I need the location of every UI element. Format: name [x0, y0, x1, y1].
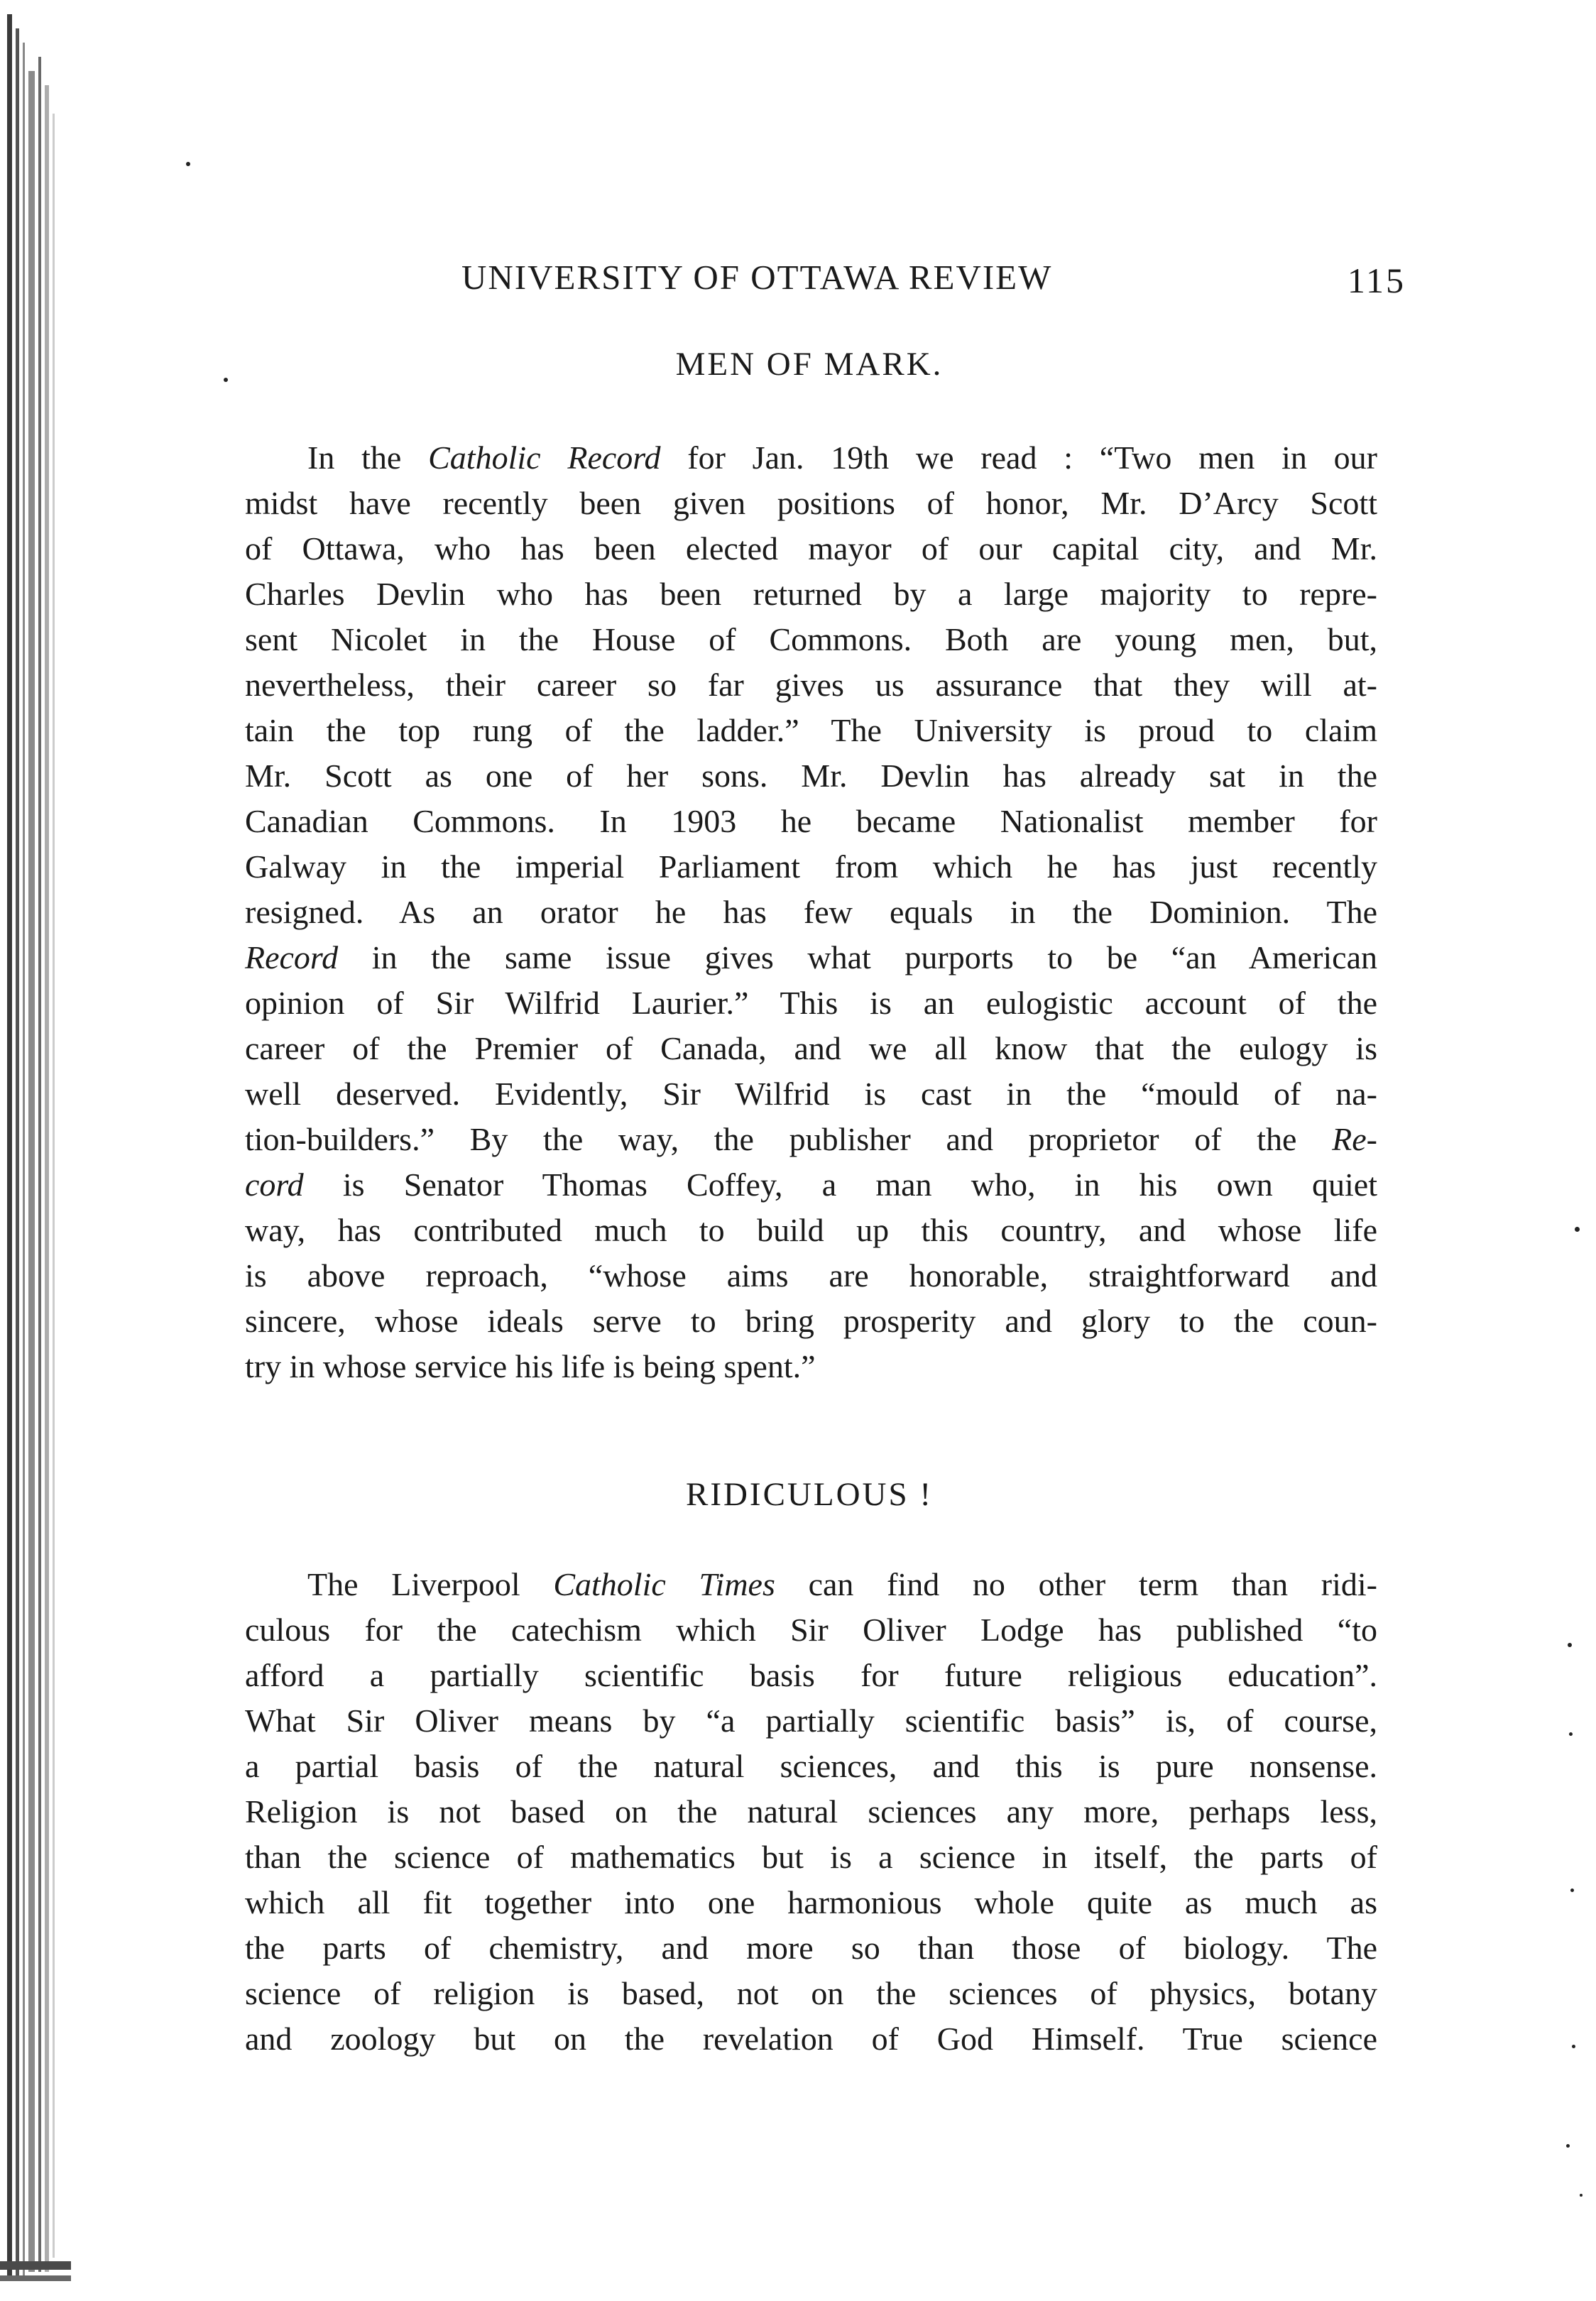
body-text: sincere, whose ideals serve to bring prosperity and glory to the coun- [245, 1303, 1377, 1339]
body-text: What Sir Oliver means by “a partially scientific basis” is, of course, [245, 1702, 1377, 1739]
margin-speck [186, 162, 190, 166]
book-binding-edge [0, 0, 71, 2301]
text-line [245, 662, 1377, 708]
body-text: culous for the catechism which Sir Oliver Lodge has published “to [245, 1612, 1377, 1648]
body-text: resigned. As an orator he has few equals in the Dominion. The [245, 894, 1377, 930]
text-line [245, 481, 1377, 526]
text-line [245, 1925, 1377, 1971]
text-line [245, 1162, 1377, 1208]
body-text: the parts of chemistry, and more so than those of biology. The [245, 1930, 1377, 1966]
body-text: tain the top rung of the ladder.” The University is proud to claim [245, 712, 1377, 748]
margin-speck [1569, 1732, 1573, 1736]
body-text: a partial basis of the natural sciences, and this is pure nonsense. [245, 1748, 1377, 1784]
text-line [245, 1071, 1377, 1117]
text-line [245, 1562, 1377, 1607]
body-text: is above reproach, “whose aims are honorable, straightforward and [245, 1257, 1377, 1294]
body-text: can find no other term than ridi- [775, 1566, 1377, 1602]
page-number: 115 [1347, 261, 1406, 300]
text-line [245, 1789, 1377, 1835]
article-body-men-of-mark [245, 435, 1377, 1389]
text-line [245, 799, 1377, 844]
text-line [245, 844, 1377, 890]
text-line [245, 1835, 1377, 1880]
text-line [245, 1744, 1377, 1789]
text-line [245, 753, 1377, 799]
text-line [245, 980, 1377, 1026]
body-text: science of religion is based, not on the sciences of physics, botany [245, 1975, 1377, 2011]
margin-speck [1572, 2045, 1575, 2048]
italic-title-text: Catholic Record [428, 439, 661, 476]
text-line [245, 1880, 1377, 1925]
body-text: tion-builders.” By the way, the publisher and proprietor of the [245, 1121, 1333, 1157]
margin-speck [1575, 1227, 1580, 1232]
body-text: is Senator Thomas Coffey, a man who, in his own quiet [303, 1166, 1377, 1203]
text-line [245, 1026, 1377, 1071]
body-text: Mr. Scott as one of her sons. Mr. Devlin has already sat in the [245, 758, 1377, 794]
body-text: well deserved. Evidently, Sir Wilfrid is cast in the “mould of na- [245, 1076, 1377, 1112]
text-line [245, 1117, 1377, 1162]
text-line [245, 1607, 1377, 1653]
text-line [245, 890, 1377, 935]
body-text: for Jan. 19th we read : “Two men in our [660, 439, 1378, 476]
body-text: way, has contributed much to build up this country, and whose life [245, 1212, 1377, 1248]
italic-title-text: Record [245, 939, 339, 975]
body-text: midst have recently been given positions of honor, Mr. D’Arcy Scott [245, 485, 1377, 521]
body-text: opinion of Sir Wilfrid Laurier.” This is an eulogistic account of the [245, 985, 1377, 1021]
body-text: Religion is not based on the natural sciences any more, perhaps less, [245, 1793, 1377, 1830]
body-text: which all fit together into one harmonious whole quite as much as [245, 1884, 1377, 1920]
margin-speck [1566, 2144, 1570, 2148]
italic-title-text: cord [245, 1166, 304, 1203]
margin-speck [1580, 2194, 1583, 2197]
text-line [245, 435, 1377, 481]
body-text: The Liverpool [307, 1566, 554, 1602]
running-head: UNIVERSITY OF OTTAWA REVIEW [461, 258, 1053, 297]
text-line [245, 572, 1377, 617]
text-line [245, 1971, 1377, 2016]
italic-title-text: Re- [1332, 1121, 1377, 1157]
body-text: In the [307, 439, 429, 476]
text-line [245, 1698, 1377, 1744]
text-line [245, 1208, 1377, 1253]
body-text: nevertheless, their career so far gives us assurance that they will at- [245, 667, 1377, 703]
body-text: career of the Premier of Canada, and we all know that the eulogy is [245, 1030, 1377, 1066]
body-text: of Ottawa, who has been elected mayor of our capital city, and Mr. [245, 530, 1377, 567]
text-line [245, 1299, 1377, 1344]
article-title-ridiculous: RIDICULOUS ! [685, 1476, 934, 1513]
body-text: try in whose service his life is being spent.” [245, 1348, 816, 1384]
text-line [245, 1344, 1377, 1389]
text-line [245, 708, 1377, 753]
text-line [245, 1253, 1377, 1299]
text-line [245, 526, 1377, 572]
article-title-men-of-mark: MEN OF MARK. [675, 346, 944, 383]
article-body-ridiculous [245, 1562, 1377, 2062]
margin-speck [1568, 1643, 1572, 1647]
body-text: sent Nicolet in the House of Commons. Both are young men, but, [245, 621, 1377, 657]
body-text: and zoology but on the revelation of God Himself. True science [245, 2021, 1377, 2057]
body-text: Canadian Commons. In 1903 he became Nationalist member for [245, 803, 1377, 839]
margin-speck [1570, 1889, 1574, 1892]
body-text: Charles Devlin who has been returned by a large majority to repre- [245, 576, 1377, 612]
text-line [245, 935, 1377, 980]
text-line [245, 1653, 1377, 1698]
body-text: than the science of mathematics but is a science in itself, the parts of [245, 1839, 1377, 1875]
text-line [245, 617, 1377, 662]
italic-title-text: Catholic Times [553, 1566, 775, 1602]
page-header [241, 257, 1406, 307]
text-line [245, 2016, 1377, 2062]
margin-speck [224, 378, 228, 382]
body-text: in the same issue gives what purports to be “an American [338, 939, 1377, 975]
body-text: Galway in the imperial Parliament from which he has just recently [245, 848, 1377, 885]
body-text: afford a partially scientific basis for future religious education”. [245, 1657, 1377, 1693]
